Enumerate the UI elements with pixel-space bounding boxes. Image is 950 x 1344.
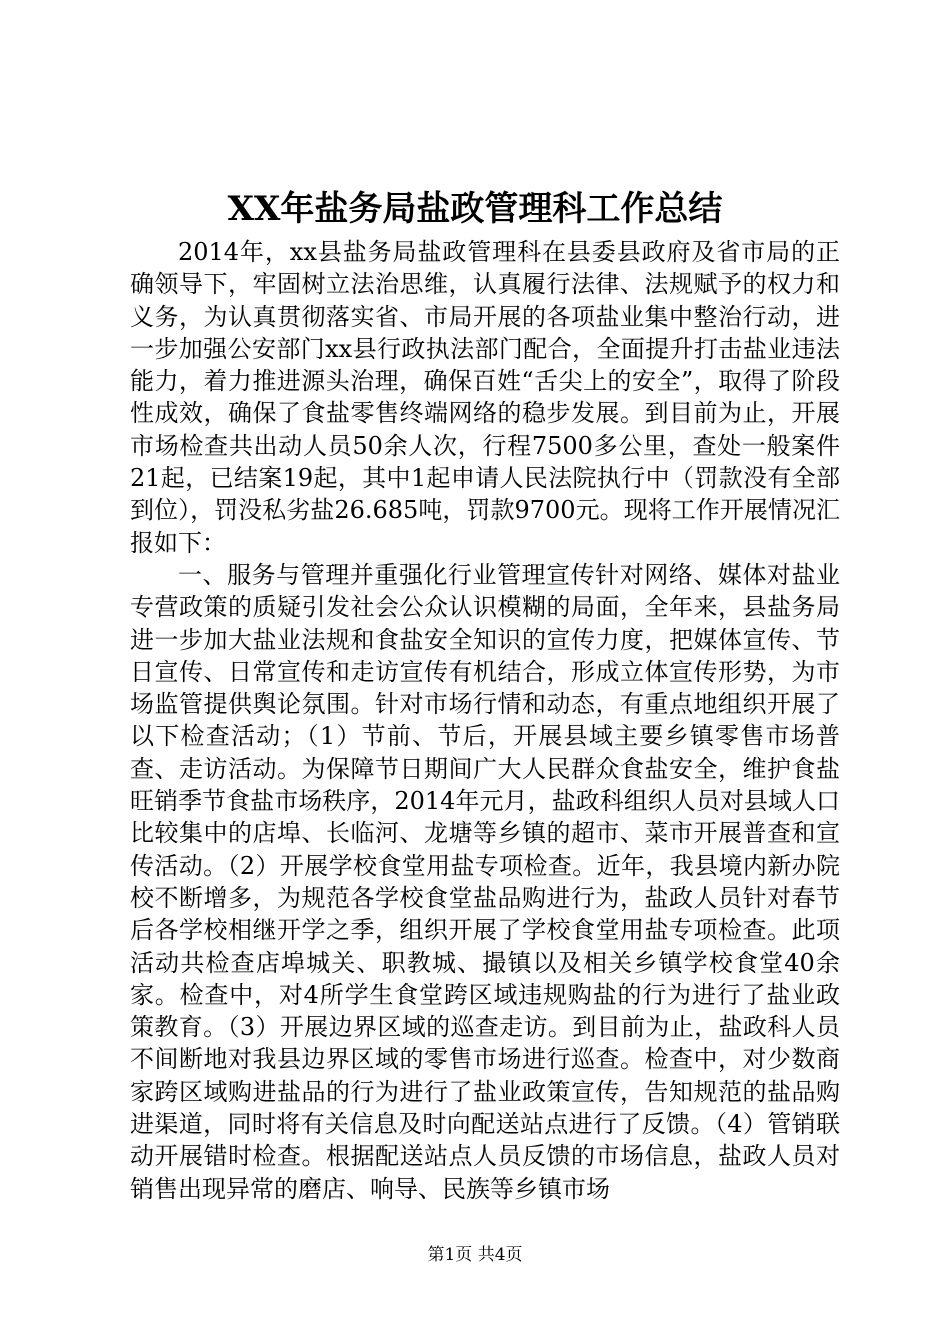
paragraph-intro: 2014年，xx县盐务局盐政管理科在县委县政府及省市局的正确领导下，牢固树立法治思维，认真履行法律、法规赋予的权力和义务，为认真贯彻落实省、市局开展的各项盐业集中整治行动，进一步加强公安部门xx县行政执法部门配合，全面提升打击盐业违法能力，着力推进源头治理，确保百姓“舌尖上的安全”，取得了阶段性成效，确保了食盐零售终端网络的稳步发展。到目前为止，开展市场检查共出动人员50余人次，行程7500多公里，查处一般案件21起，已结案19起，其中1起申请人民法院执行中（罚款没有全部到位），罚没私劣盐26.685吨，罚款9700元。现将工作开展情况汇报如下： <box>130 238 840 557</box>
paragraph-section-one: 一、服务与管理并重强化行业管理宣传针对网络、媒体对盐业专营政策的质疑引发社会公众认识模糊的局面，全年来，县盐务局进一步加大盐业法规和食盐安全知识的宣传力度，把媒体宣传、节日宣传、日常宣传和走访宣传有机结合，形成立体宣传形势，为市场监管提供舆论氛围。针对市场行情和动态，有重点地组织开展了以下检查活动；（1）节前、节后，开展县域主要乡镇零售市场普查、走访活动。为保障节日期间广大人民群众食盐安全，维护食盐旺销季节食盐市场秩序，2014年元月，盐政科组织人员对县域人口比较集中的店埠、长临河、龙塘等乡镇的超市、菜市开展普查和宣传活动。（2）开展学校食堂用盐专项检查。近年，我县境内新办院校不断增多，为规范各学校食堂盐品购进行为，盐政人员针对春节后各学校相继开学之季，组织开展了学校食堂用盐专项检查。此项活动共检查店埠城关、职教城、撮镇以及相关乡镇学校食堂40余家。检查中，对4所学生食堂跨区域违规购盐的行为进行了盐业政策教育。（3）开展边界区域的巡查走访。到目前为止，盐政科人员不间断地对我县边界区域的零售市场进行巡查。检查中，对少数商家跨区域购进盐品的行为进行了盐业政策宣传，告知规范的盐品购进渠道，同时将有关信息及时向配送站点进行了反馈。（4）管销联动开展错时检查。根据配送站点人员反馈的市场信息，盐政人员对销售出现异常的磨店、响导、民族等乡镇市场 <box>130 560 840 1203</box>
page-number-footer: 第1页 共4页 <box>427 1245 523 1265</box>
document-body <box>130 236 840 1205</box>
document-title: XX年盐务局盐政管理科工作总结 <box>227 189 723 229</box>
